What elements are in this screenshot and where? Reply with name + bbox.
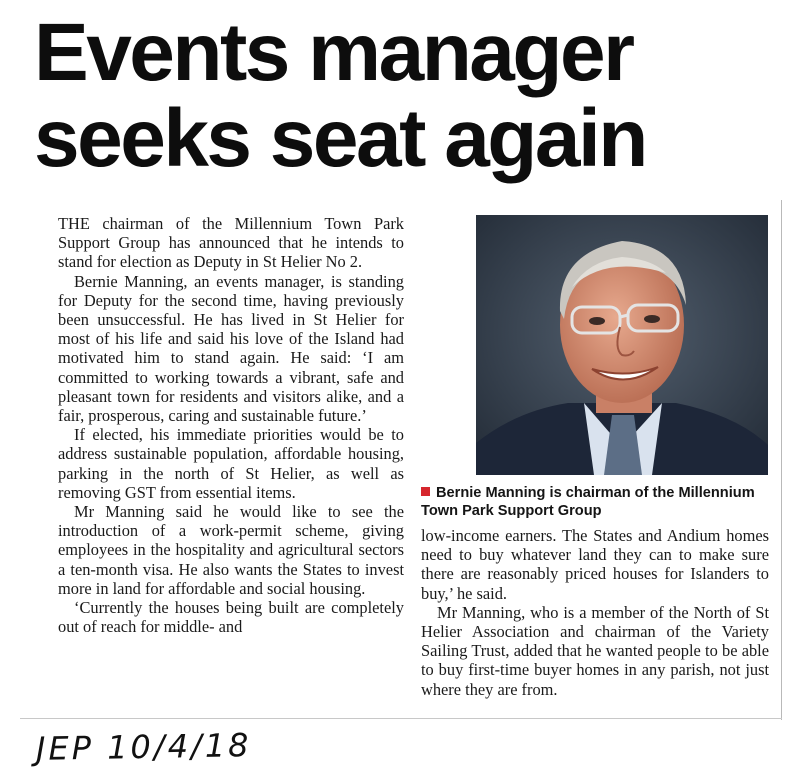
headline [34, 7, 774, 184]
handwritten-date-note: JEP 10/4/18 [35, 726, 252, 768]
paragraph-6: low-income earners. The States and Andium homes need to buy whatever land they can to make sure there are reasonably priced houses for Islanders to buy,’ he said. [421, 526, 769, 603]
caption-text: Bernie Manning is chairman of the Millennium Town Park Support Group [421, 485, 755, 519]
paragraph-2: Bernie Manning, an events manager, is standing for Deputy for the second time, having previously been unsuccessful. He has lived in St Helier for most of his life and said his love of the Island had motivated him to stand again. He said: ‘I am committed to working towards a vibrant, safe and pleasant town for residents and visitors alike, and a fair, prosperous, caring and sustainable future.’ [58, 271, 404, 426]
paragraph-1: THE chairman of the Millennium Town Park Support Group has announced that he intends to stand for election as Deputy in St Helier No 2. [58, 214, 404, 272]
clipping-edge-bottom [20, 718, 782, 719]
article-column-right [421, 526, 769, 699]
article-column-left [58, 214, 404, 636]
portrait-photo [476, 215, 768, 475]
photo-caption [421, 484, 771, 520]
headline-line-1: Events manager [34, 7, 633, 98]
headline-line-2: seeks seat again [34, 93, 646, 184]
clipping-edge-right [781, 200, 782, 720]
caption-marker-icon [421, 487, 430, 496]
paragraph-3: If elected, his immediate priorities would be to address sustainable population, affordable housing, parking in the north of St Helier, as well as removing GST from essential items. [58, 425, 404, 502]
paragraph-4: Mr Manning said he would like to see the introduction of a work-permit scheme, giving employees in the hospitality and agricultural sectors a ten-month visa. He also wants the States to invest more in land for affordable and social housing. [58, 502, 404, 598]
portrait-photo-illustration [476, 215, 768, 475]
paragraph-5: ‘Currently the houses being built are completely out of reach for middle- and [58, 598, 404, 637]
paragraph-7: Mr Manning, who is a member of the North of St Helier Association and chairman of the Variety Sailing Trust, added that he wanted people to be able to buy first-time buyer homes in any parish, not just where they are from. [421, 602, 769, 699]
